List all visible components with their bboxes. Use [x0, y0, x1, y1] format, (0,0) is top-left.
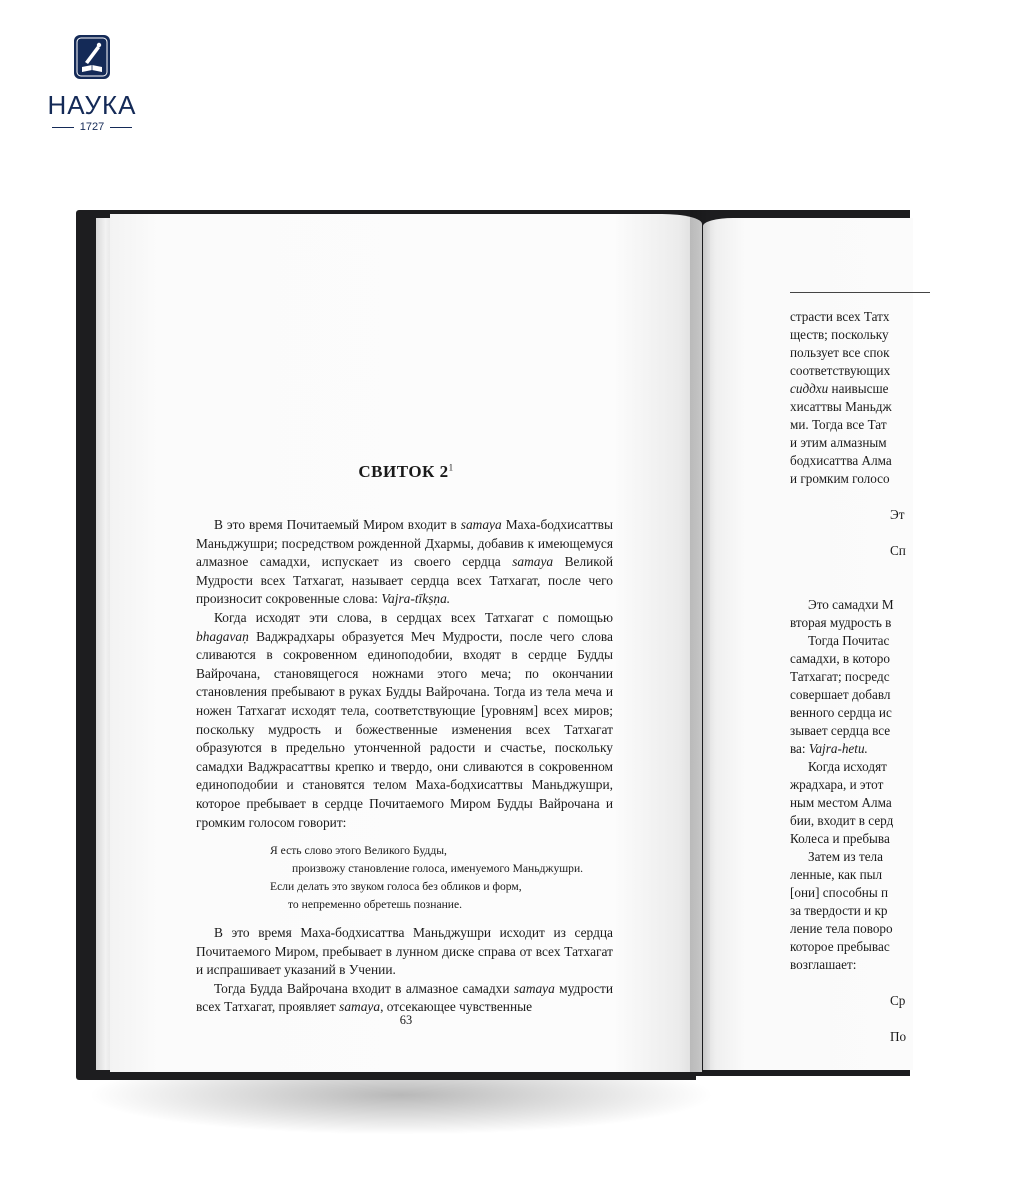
right-page-line: [790, 560, 1020, 578]
right-page-line: страсти всех Татх: [790, 309, 890, 324]
right-page-line: ва: Vajra-hetu.: [790, 741, 868, 756]
left-page-body: [196, 516, 613, 1017]
paragraph-3: В это время Маха-бодхисаттва Маньджушри исходит из сердца Почитаемого Миром, пребывает в лунном диске справа от всех Татхагат и испрашивает указаний в Учении.: [196, 925, 613, 978]
publisher-year-text: 1727: [79, 121, 105, 133]
chapter-title-text: СВИТОК 2: [358, 462, 449, 481]
right-page-line: Татхагат; посредс: [790, 669, 890, 684]
right-page-line: Затем из тела: [808, 849, 883, 864]
right-page-line: самадхи, в которо: [790, 651, 890, 666]
right-page-line: за твердости и кр: [790, 903, 888, 918]
right-page-line: [790, 524, 1020, 542]
right-page-line: хисаттвы Маньдж: [790, 399, 892, 414]
right-page-line: венного сердца ис: [790, 705, 892, 720]
right-page-line: бодхисаттва Алма: [790, 453, 892, 468]
right-page-line: Ср: [890, 993, 906, 1008]
book-gutter: [690, 210, 710, 1072]
publisher-logo: [42, 34, 142, 133]
paragraph-4: Тогда Будда Вайрочана входит в алмазное самадхи samaya мудрости всех Татхагат, проявляет samaya, отсекающее чувственные: [196, 980, 614, 1015]
verse-line: то непременно обретешь познание.: [288, 898, 463, 912]
verse-line: произвожу становление голоса, именуемого Маньджушри.: [292, 862, 584, 876]
right-page-rule: [790, 292, 930, 293]
verse-line: Я есть слово этого Великого Будды,: [270, 844, 447, 858]
right-page-line: жрадхара, и этот: [790, 777, 884, 792]
publisher-year: [42, 121, 142, 133]
right-page-line: совершает добавл: [790, 687, 891, 702]
right-page-line: и громким голосо: [790, 471, 890, 486]
right-page: [703, 218, 913, 1070]
right-page-line: Когда исходят: [808, 759, 887, 774]
right-page-line: соответствующих: [790, 363, 891, 378]
right-page-line: Эт: [890, 507, 905, 522]
right-page-line: [790, 974, 1020, 992]
right-page-line: возглашает:: [790, 957, 857, 972]
right-page-line: зывает сердца все: [790, 723, 891, 738]
right-page-line: сиддхи наивысше: [790, 381, 889, 396]
right-page-line: [790, 488, 1020, 506]
right-page-line: [они] способны п: [790, 885, 889, 900]
chapter-title: [110, 462, 702, 482]
right-page-line: ществ; поскольку: [790, 327, 889, 342]
verse: [270, 842, 613, 914]
right-page-line: вторая мудрость в: [790, 615, 892, 630]
right-page-line: ми. Тогда все Тат: [790, 417, 887, 432]
chapter-footnote-mark: 1: [448, 462, 454, 473]
book-emblem-icon: [73, 34, 111, 80]
right-page-line: Это самадхи М: [808, 597, 894, 612]
right-page-line: Тогда Почитас: [808, 633, 890, 648]
publisher-name: НАУКА: [47, 90, 137, 120]
right-page-line: Сп: [890, 543, 906, 558]
right-page-line: ление тела поворо: [790, 921, 893, 936]
right-page-line: По: [890, 1029, 907, 1044]
page-number: 63: [399, 1013, 413, 1027]
right-page-line: которое пребывас: [790, 939, 890, 954]
right-page-line: Колеса и пребыва: [790, 831, 890, 846]
paragraph-2: Когда исходят эти слова, в сердцах всех Татхагат с помощью bhagavaṇ Ваджрадхары образуется Меч Мудрости, после чего слова сливаются в сокровенном единоподобии, входят в сердце Будды Вайрочана, становящегося ножнами этого меча; по окончании становления пребывают в руках Будды Вайрочана. Тогда из тела меча и ножен Татхагат исходят тела, соответствующие [уровням] всех миров; поскольку мудрость и божественные изменения всех Татхагат образуются в предельно утонченной радости и счастье, поскольку самадхи Ваджрасаттвы крепко и твердо, они сливаются в сокровенном единоподобии и становятся телом Маха-бодхисаттвы Маньджушри, которое пребывает в сердце Почитаемого Миром Будды Вайрочана и громким голосом говорит:: [196, 609, 613, 830]
right-page-line: и этим алмазным: [790, 435, 887, 450]
right-page-line: ленные, как пыл: [790, 867, 883, 882]
paragraph-1: В это время Почитаемый Миром входит в samaya Маха-бодхисаттвы Маньджушри; посредством рожденной Дхармы, добавив к имеющемуся алмазное самадхи, испускает из своего сердца samaya Великой Мудрости всех Татхагат, называет сердца всех Татхагат, после чего произносит сокровенные слова: Vajra-tīkṣṇa.: [196, 517, 613, 607]
right-page-line: ным местом Алма: [790, 795, 892, 810]
right-page-line: [790, 578, 1020, 596]
right-page-line: пользует все спок: [790, 345, 890, 360]
right-page-text: [790, 308, 1020, 1046]
right-page-line: [790, 1010, 1020, 1028]
verse-line: Если делать это звуком голоса без обликов и форм,: [270, 880, 522, 894]
right-page-line: бии, входит в серд: [790, 813, 894, 828]
